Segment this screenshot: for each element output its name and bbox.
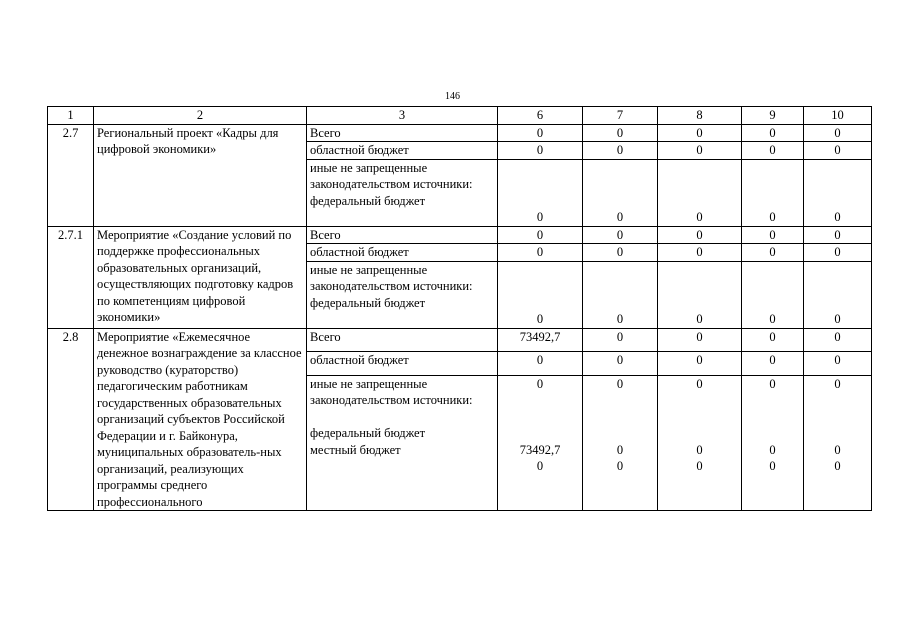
table-row	[48, 328, 872, 352]
value-cell: 0	[742, 142, 804, 160]
row-number: 2.7.1	[48, 226, 94, 328]
value-cell: 0	[804, 328, 872, 352]
value-cell: 0	[658, 124, 742, 142]
value-cell: 0	[583, 159, 658, 226]
page-number: 146	[445, 91, 460, 102]
value-cell: 0	[742, 261, 804, 328]
source-label: Всего	[307, 226, 498, 244]
source-label: областной бюджет	[307, 142, 498, 160]
source-label: иные не запрещенные законодательством источники:	[310, 376, 473, 408]
value-cell: 0	[742, 352, 804, 376]
value-cell: 73492,7	[498, 328, 583, 352]
source-label: Всего	[307, 328, 498, 352]
source-label: областной бюджет	[307, 352, 498, 376]
value-cell: 0	[498, 159, 583, 226]
source-label: областной бюджет	[307, 244, 498, 262]
value-cell: 0 0 0	[658, 375, 742, 510]
source-label: иные не запрещенные законодательством источники:	[310, 262, 473, 293]
value-cell: 0	[583, 352, 658, 376]
source-cell	[307, 375, 498, 510]
value-cell: 0	[804, 352, 872, 376]
source-sublabel: федеральный бюджет	[310, 426, 426, 441]
row-number: 2.8	[48, 328, 94, 511]
value-cell: 0	[498, 352, 583, 376]
value-cell: 0	[658, 261, 742, 328]
value-cell: 0	[498, 142, 583, 160]
value-cell: 0	[742, 244, 804, 262]
value-cell: 0	[498, 244, 583, 262]
column-header: 2	[94, 107, 307, 125]
row-number: 2.7	[48, 124, 94, 226]
source-cell	[307, 261, 498, 328]
column-header: 9	[742, 107, 804, 125]
column-header: 3	[307, 107, 498, 125]
value-cell: 0	[498, 124, 583, 142]
value-cell: 0	[658, 159, 742, 226]
value-cell: 0	[742, 159, 804, 226]
source-sublabel: федеральный бюджет	[310, 193, 426, 208]
value-cell: 0	[658, 142, 742, 160]
value-cell: 0	[583, 244, 658, 262]
source-sublabel: местный бюджет	[310, 442, 401, 457]
value-cell: 0	[498, 226, 583, 244]
value-cell: 0	[658, 328, 742, 352]
value-cell: 0	[583, 226, 658, 244]
value-cell: 0	[658, 226, 742, 244]
table-row	[48, 124, 872, 142]
column-header: 1	[48, 107, 94, 125]
value-cell: 0 0 0	[804, 375, 872, 510]
value-cell: 0	[804, 261, 872, 328]
value-cell: 0	[658, 352, 742, 376]
row-name: Мероприятие «Ежемесячное денежное вознаграждение за классное руководство (кураторство) педагогическим работникам государственных образовательных организаций субъектов Российской Федерации и г. Байконура, муниципальных образователь-ных организаций, реализующих программы среднего профессионального	[94, 328, 307, 511]
value-cell: 0	[498, 261, 583, 328]
source-cell	[307, 159, 498, 226]
column-header: 6	[498, 107, 583, 125]
value-cell: 0	[583, 124, 658, 142]
value-cell: 0	[804, 124, 872, 142]
column-header: 10	[804, 107, 872, 125]
value-cell: 0	[742, 124, 804, 142]
source-label: иные не запрещенные законодательством источники:	[310, 160, 473, 191]
table-row	[48, 226, 872, 244]
value-cell: 0 0 0	[583, 375, 658, 510]
value-cell: 0	[804, 244, 872, 262]
value-cell: 0	[583, 142, 658, 160]
value-cell: 0	[658, 244, 742, 262]
value-cell: 0	[583, 261, 658, 328]
value-cell: 0	[742, 226, 804, 244]
value-cell: 0	[804, 226, 872, 244]
column-header: 7	[583, 107, 658, 125]
value-cell: 0	[742, 328, 804, 352]
value-cell: 0	[804, 142, 872, 160]
value-cell: 0 73492,7 0	[498, 375, 583, 510]
column-header: 8	[658, 107, 742, 125]
budget-table	[47, 106, 872, 511]
source-label: Всего	[307, 124, 498, 142]
source-sublabel: федеральный бюджет	[310, 295, 426, 310]
value-cell: 0	[583, 328, 658, 352]
table-header-row	[48, 107, 872, 125]
value-cell: 0	[804, 159, 872, 226]
row-name: Мероприятие «Создание условий по поддержке профессиональных образовательных организаций, осуществляющих подготовку кадров по компетенциям цифровой экономики»	[94, 226, 307, 328]
value-cell: 0 0 0	[742, 375, 804, 510]
row-name: Региональный проект «Кадры для цифровой экономики»	[94, 124, 307, 226]
